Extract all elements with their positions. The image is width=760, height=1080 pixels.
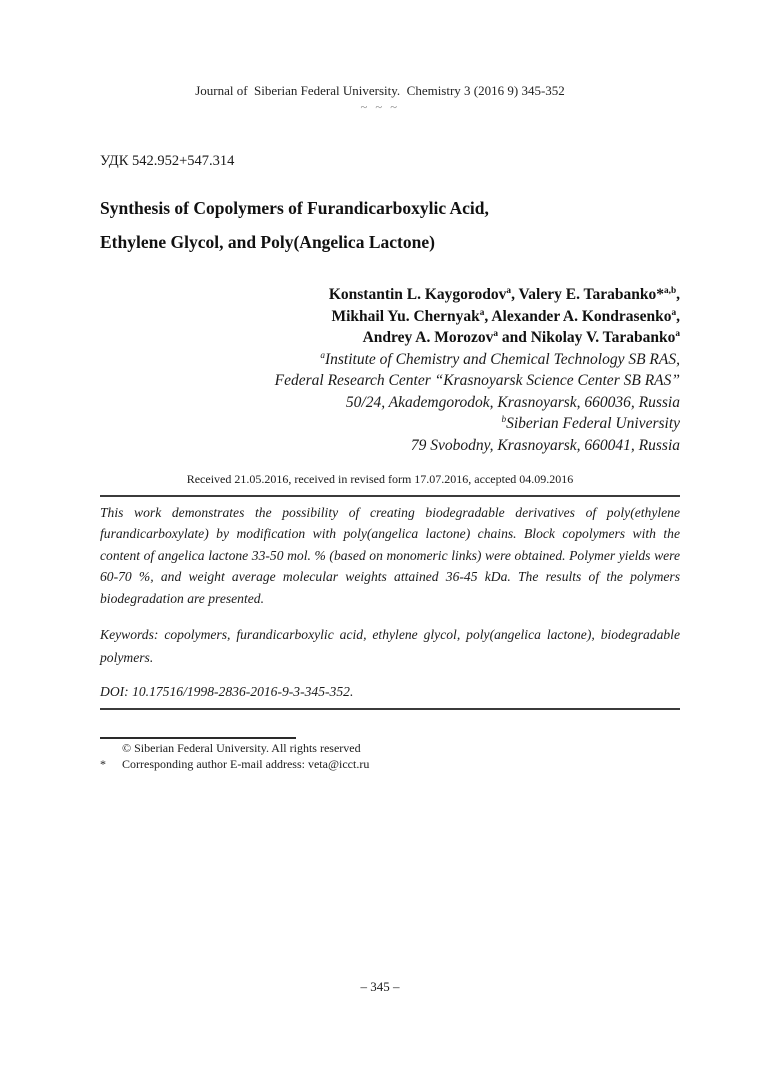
copyright-indent <box>100 741 122 757</box>
affiliation-line: Federal Research Center “Krasnoyarsk Science Center SB RAS” <box>274 372 680 389</box>
affiliation-line: 50/24, Akademgorodok, Krasnoyarsk, 660036, Russia <box>345 393 680 411</box>
keywords-text: Keywords: copolymers, furandicarboxylic acid, ethylene glycol, poly(angelica lactone), biodegradable polymers. <box>100 627 680 665</box>
article-title <box>100 191 680 259</box>
doi-text: DOI: 10.17516/1998-2836-2016-9-3-345-352. <box>100 684 354 699</box>
authors-block <box>100 284 680 456</box>
received-dates: Received 21.05.2016, received in revised form 17.07.2016, accepted 04.09.2016 <box>186 472 574 486</box>
header-ornament: ~ ~ ~ <box>360 100 400 114</box>
article-title-line1: Synthesis of Copolymers of Furandicarboxylic Acid, <box>100 198 489 218</box>
affiliation-line: $^a$Institute of Chemistry and Chemical Technology SB RAS, <box>320 350 680 368</box>
footnote-separator-rule <box>100 737 296 739</box>
author-line: Konstantin L. Kaygorodov$^a$, Valery E. Tarabanko*$^{a,b}$, <box>328 285 680 303</box>
author-line: Andrey A. Morozov$^a$ and Nikolay V. Tarabanko$^a$ <box>362 328 680 346</box>
affiliation-line: 79 Svobodny, Krasnoyarsk, 660041, Russia <box>410 436 680 454</box>
abstract-bottom-rule <box>100 708 680 710</box>
corresponding-author-marker: * <box>100 756 106 771</box>
affiliation-line: $^b$Siberian Federal University <box>501 414 680 432</box>
author-line: Mikhail Yu. Chernyak$^a$, Alexander A. Kondrasenko$^a$, <box>331 307 680 325</box>
corresponding-author-email: Corresponding author E-mail address: veta@icct.ru <box>122 756 370 771</box>
udc-code: УДК 542.952+547.314 <box>100 153 235 169</box>
article-title-line2: Ethylene Glycol, and Poly(Angelica Lactone) <box>100 232 435 252</box>
abstract-top-rule <box>100 495 680 497</box>
corresponding-author-line <box>100 757 680 773</box>
copyright-line <box>100 741 680 757</box>
footnote-block <box>100 741 680 772</box>
copyright-text: © Siberian Federal University. All rights reserved <box>122 741 361 755</box>
page-number: – 345 – <box>360 979 400 994</box>
journal-header: Journal of Siberian Federal University. Chemistry 3 (2016 9) 345-352 <box>195 83 565 98</box>
abstract-text: This work demonstrates the possibility of creating biodegradable derivatives of poly(ethylene furandicarboxylate) by modification with poly(angelica lactone) chains. Block copolymers with the content of angelica lactone 33-50 mol. % (based on monomeric links) were obtained. Polymer yields were 60-70 %, and weight average molecular weights attained 36-45 kDa. The results of the polymers biodegradation are presented. <box>100 505 680 606</box>
